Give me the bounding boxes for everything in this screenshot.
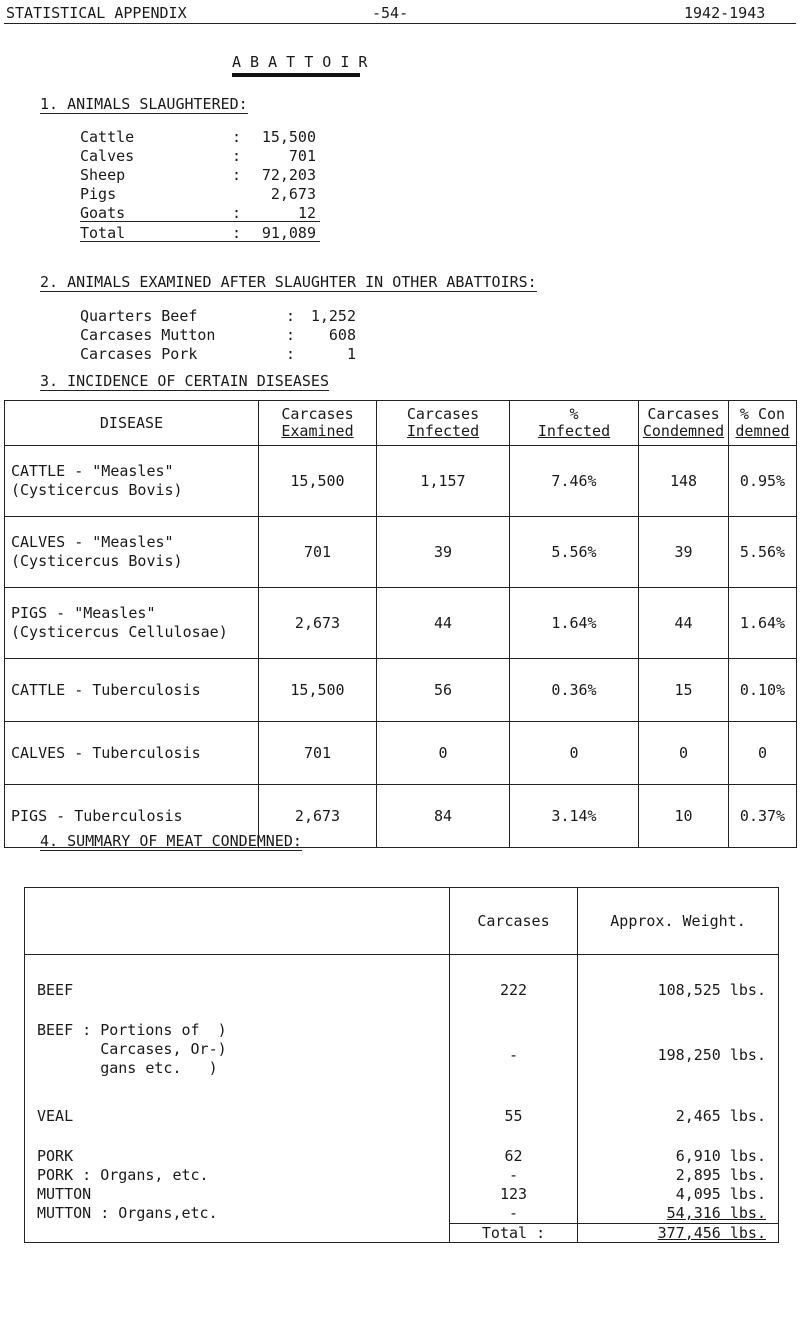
header-right: 1942-1943 <box>684 4 766 22</box>
column-header: Carcases Condemned <box>639 401 729 446</box>
animal-count: 12 <box>297 204 316 222</box>
examined-cell: 2,673 <box>259 785 377 848</box>
total-blank-cell <box>25 1223 450 1242</box>
pct-condemned-cell: 0.37% <box>729 785 797 848</box>
total-weight: 377,456 lbs. <box>578 1223 779 1242</box>
animal-name: Pigs <box>80 185 117 203</box>
animal-name: Calves <box>80 147 135 165</box>
total-rule <box>80 241 320 242</box>
weight-cell: 198,250 lbs. <box>578 1021 779 1107</box>
total-label: Total <box>80 224 126 242</box>
subtotal-rule <box>80 221 320 222</box>
carcases-cell: 123 <box>450 1185 578 1204</box>
condemned-cell: 44 <box>639 588 729 659</box>
section3-heading: 3. INCIDENCE OF CERTAIN DISEASES <box>40 372 329 390</box>
column-header: DISEASE <box>5 401 259 446</box>
meat-label: VEAL <box>25 1107 450 1147</box>
examined-cell: 15,500 <box>259 659 377 722</box>
separator: : <box>286 307 296 325</box>
disease-name: CATTLE - "Measles" (Cysticercus Bovis) <box>5 446 259 517</box>
animal-count: 701 <box>288 147 316 165</box>
section2-heading: 2. ANIMALS EXAMINED AFTER SLAUGHTER IN OTHER ABATTOIRS: <box>40 273 537 291</box>
meat-label: BEEF : Portions of ) Carcases, Or-) gans etc. ) <box>25 1021 450 1107</box>
weight-cell: 2,895 lbs. <box>578 1166 779 1185</box>
column-header: Approx. Weight. <box>578 888 779 955</box>
separator: : <box>232 166 242 184</box>
examined-cell: 701 <box>259 517 377 588</box>
total-count: 91,089 <box>261 224 316 242</box>
examined-cell: 15,500 <box>259 446 377 517</box>
animal-name: Goats <box>80 204 126 222</box>
examined-cell: 2,673 <box>259 588 377 659</box>
pct-infected-cell: 7.46% <box>510 446 639 517</box>
weight-cell: 6,910 lbs. <box>578 1147 779 1166</box>
weight-cell: 4,095 lbs. <box>578 1185 779 1204</box>
column-header: Carcases Examined <box>259 401 377 446</box>
column-header: Carcases Infected <box>377 401 510 446</box>
separator: : <box>232 147 242 165</box>
total-label: Total : <box>450 1223 578 1242</box>
page-title: A B A T T O I R <box>232 53 368 71</box>
column-header: % Con demned <box>729 401 797 446</box>
pct-condemned-cell: 0.10% <box>729 659 797 722</box>
meat-label: PORK <box>25 1147 450 1166</box>
section1-heading: 1. ANIMALS SLAUGHTERED: <box>40 95 248 113</box>
item-count: 1,252 <box>310 307 356 325</box>
condemned-cell: 10 <box>639 785 729 848</box>
disease-name: PIGS - "Measles" (Cysticercus Cellulosae) <box>5 588 259 659</box>
table-header-row <box>25 888 779 955</box>
table-row <box>25 1107 779 1147</box>
table-row <box>25 1166 779 1185</box>
weight-cell: 108,525 lbs. <box>578 955 779 1022</box>
pct-condemned-cell: 0.95% <box>729 446 797 517</box>
table-row <box>5 588 797 659</box>
infected-cell: 56 <box>377 659 510 722</box>
table-row <box>25 1204 779 1223</box>
table-row <box>5 446 797 517</box>
weight-cell: 54,316 lbs. <box>578 1204 779 1223</box>
table-row <box>25 1147 779 1166</box>
animal-count: 72,203 <box>261 166 316 184</box>
header-page-number: -54- <box>372 4 409 22</box>
table-row <box>5 517 797 588</box>
disease-incidence-table <box>4 400 797 848</box>
carcases-cell: 55 <box>450 1107 578 1147</box>
pct-infected-cell: 0.36% <box>510 659 639 722</box>
animal-name: Sheep <box>80 166 126 184</box>
meat-label: MUTTON : Organs,etc. <box>25 1204 450 1223</box>
carcases-cell: - <box>450 1166 578 1185</box>
pct-condemned-cell: 1.64% <box>729 588 797 659</box>
infected-cell: 44 <box>377 588 510 659</box>
condemned-cell: 0 <box>639 722 729 785</box>
disease-name: CALVES - "Measles" (Cysticercus Bovis) <box>5 517 259 588</box>
separator: : <box>232 224 242 242</box>
pct-infected-cell: 1.64% <box>510 588 639 659</box>
meat-label: MUTTON <box>25 1185 450 1204</box>
carcases-cell: - <box>450 1021 578 1107</box>
disease-name: CALVES - Tuberculosis <box>5 722 259 785</box>
weight-cell: 2,465 lbs. <box>578 1107 779 1147</box>
condemned-cell: 39 <box>639 517 729 588</box>
carcases-cell: 222 <box>450 955 578 1022</box>
column-header-blank <box>25 888 450 955</box>
pct-condemned-cell: 0 <box>729 722 797 785</box>
infected-cell: 0 <box>377 722 510 785</box>
infected-cell: 84 <box>377 785 510 848</box>
separator: : <box>286 345 296 363</box>
meat-condemned-table <box>24 887 779 1243</box>
header-left: STATISTICAL APPENDIX <box>6 4 187 22</box>
header-rule <box>4 23 796 24</box>
item-count: 1 <box>346 345 356 363</box>
carcases-cell: - <box>450 1204 578 1223</box>
pct-infected-cell: 0 <box>510 722 639 785</box>
animal-count: 2,673 <box>270 185 316 203</box>
pct-condemned-cell: 5.56% <box>729 517 797 588</box>
table-row <box>5 659 797 722</box>
table-row <box>25 1185 779 1204</box>
condemned-cell: 148 <box>639 446 729 517</box>
pct-infected-cell: 5.56% <box>510 517 639 588</box>
section4-heading: 4. SUMMARY OF MEAT CONDEMNED: <box>40 832 302 850</box>
item-name: Carcases Mutton <box>80 326 216 344</box>
infected-cell: 1,157 <box>377 446 510 517</box>
separator: : <box>232 128 242 146</box>
animal-count: 15,500 <box>261 128 316 146</box>
disease-name: PIGS - Tuberculosis <box>5 785 259 848</box>
item-name: Carcases Pork <box>80 345 198 363</box>
title-rule <box>232 73 360 77</box>
table-row <box>5 722 797 785</box>
table-header-row <box>5 401 797 446</box>
condemned-cell: 15 <box>639 659 729 722</box>
separator: : <box>286 326 296 344</box>
item-count: 608 <box>328 326 356 344</box>
item-name: Quarters Beef <box>80 307 198 325</box>
infected-cell: 39 <box>377 517 510 588</box>
pct-infected-cell: 3.14% <box>510 785 639 848</box>
examined-cell: 701 <box>259 722 377 785</box>
separator: : <box>232 204 242 222</box>
meat-label: BEEF <box>25 955 450 1022</box>
carcases-cell: 62 <box>450 1147 578 1166</box>
table-row <box>25 955 779 1022</box>
total-row <box>25 1223 779 1242</box>
animal-name: Cattle <box>80 128 135 146</box>
meat-label: PORK : Organs, etc. <box>25 1166 450 1185</box>
column-header: % Infected <box>510 401 639 446</box>
disease-name: CATTLE - Tuberculosis <box>5 659 259 722</box>
column-header: Carcases <box>450 888 578 955</box>
table-row <box>25 1021 779 1107</box>
